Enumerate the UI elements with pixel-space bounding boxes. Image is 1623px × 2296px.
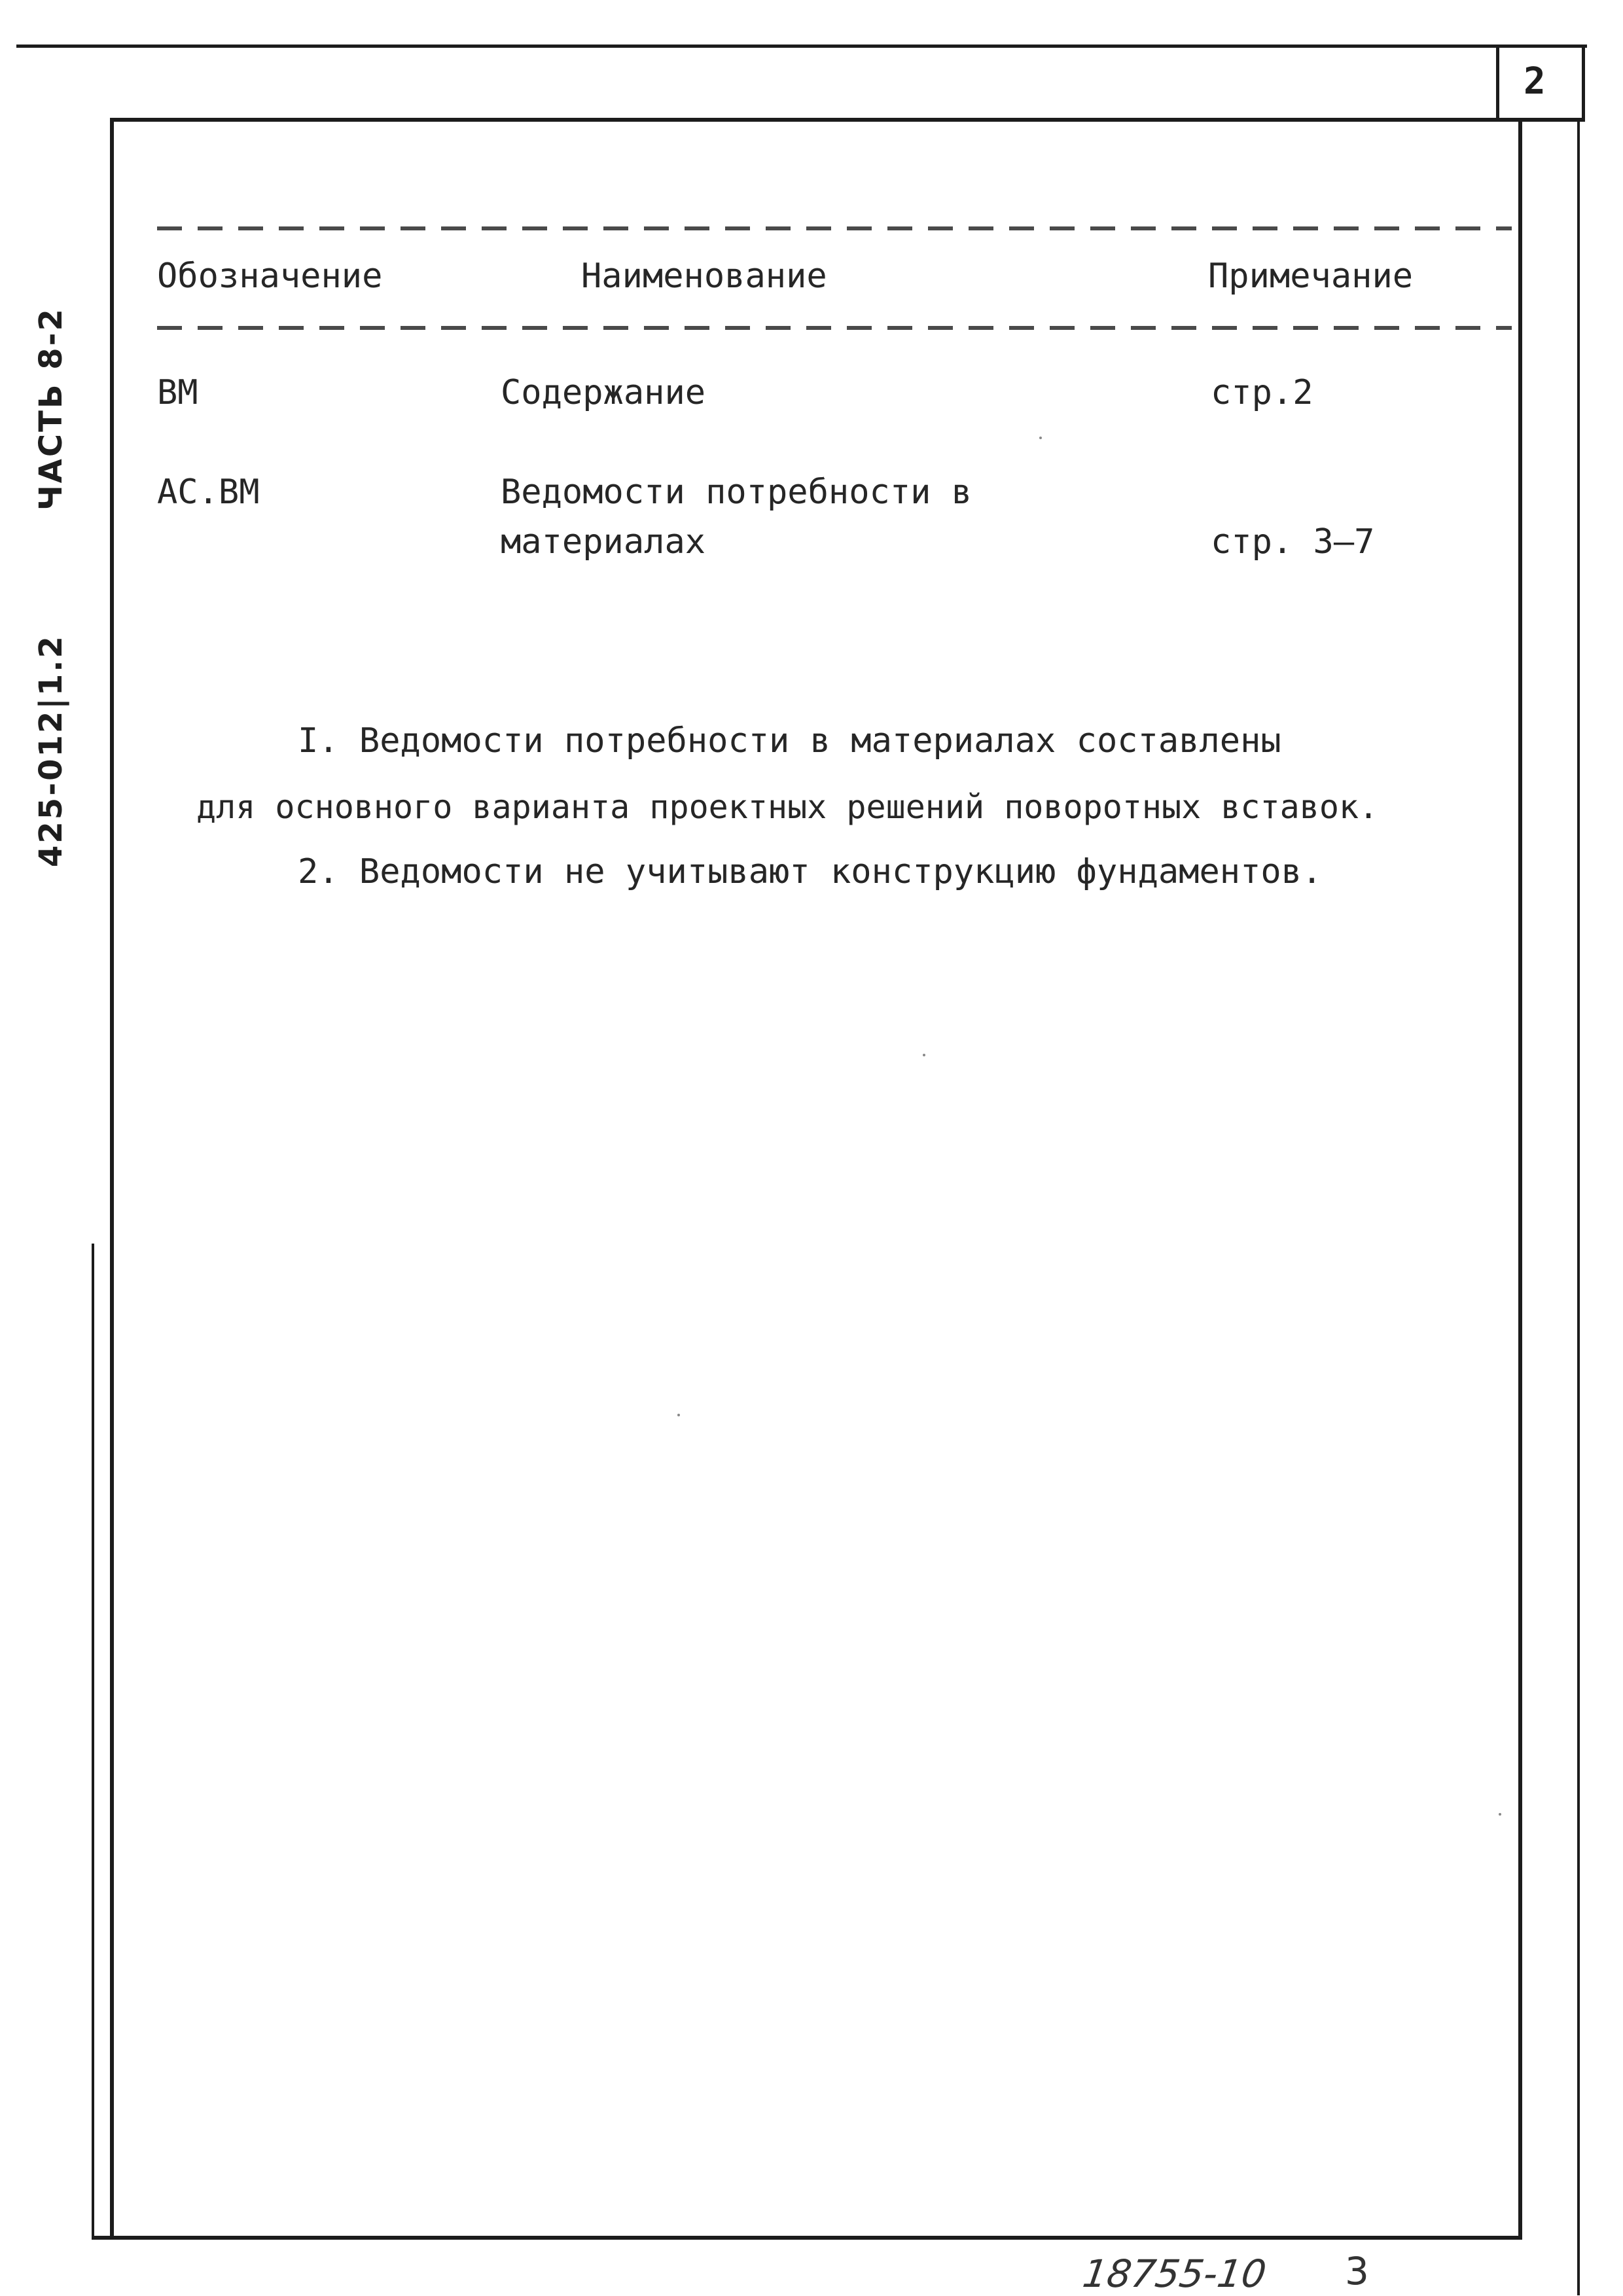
header-designation: Обозначение [157, 257, 383, 296]
header-note: Примечание [1208, 257, 1414, 296]
footer-page-number: 3 [1345, 2249, 1369, 2293]
frame-top-line [111, 118, 1585, 122]
row-1-name: Содержание [501, 373, 706, 412]
row-2-note: стр. 3–7 [1211, 522, 1375, 562]
scan-speck [923, 1054, 925, 1056]
row-1-designation: ВМ [157, 373, 198, 412]
sheet-box-left-line [1496, 45, 1499, 122]
scan-speck [1499, 1813, 1501, 1816]
scan-speck [677, 1414, 680, 1416]
header-name: Наименование [581, 257, 827, 296]
frame-bottom-line [92, 2236, 1522, 2240]
top-outer-line [16, 45, 1587, 48]
side-stamp-code: 425-012|1.2 [33, 634, 69, 867]
inventory-number: 18755-10 [1080, 2251, 1270, 2296]
note-2: 2. Ведомости не учитывают конструкцию фундаментов. [298, 852, 1323, 891]
header-dashed-rule-top [157, 226, 1512, 230]
row-2-name-line1: Ведомости потребности в [501, 473, 972, 512]
note-1: I. Ведомости потребности в материалах составлены [298, 721, 1281, 761]
row-1-note: стр.2 [1211, 373, 1313, 412]
sheet-number: 2 [1524, 60, 1546, 103]
outer-right-tail-line [1577, 122, 1580, 2295]
outer-left-line [92, 1244, 94, 2240]
frame-right-line [1518, 118, 1522, 2240]
note-1-continuation: для основного варианта проектных решений поворотных вставок. [196, 788, 1379, 826]
row-2-designation: АС.ВМ [157, 473, 260, 512]
row-2-name-line2: материалах [501, 522, 706, 562]
scan-speck [1039, 437, 1042, 439]
side-stamp-part: ЧАСТЬ 8-2 [33, 307, 69, 511]
header-dashed-rule-bottom [157, 326, 1512, 330]
frame-left-line [110, 118, 114, 2240]
sheet-box-right-line [1582, 45, 1585, 122]
